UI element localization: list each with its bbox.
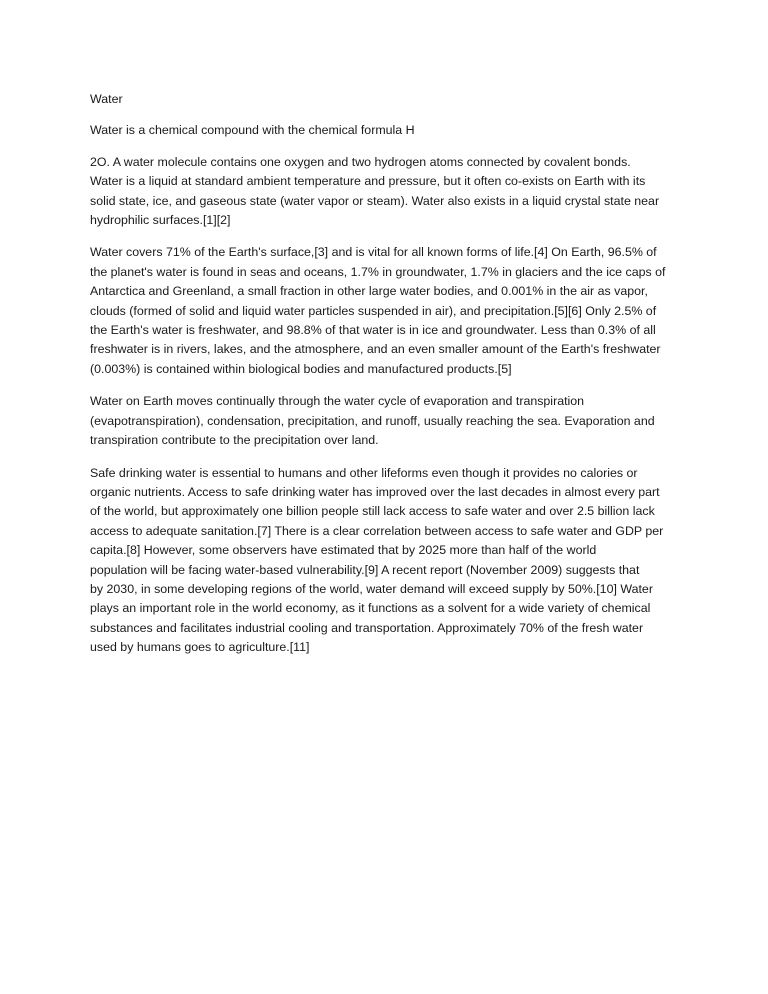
paragraph-line: capita.[8] However, some observers have estimated that by 2025 more than half of the world xyxy=(90,543,597,558)
paragraph-line: (evapotranspiration), condensation, precipitation, and runoff, usually reaching the sea. Evaporation and xyxy=(90,413,655,428)
paragraph-line: the planet's water is found in seas and oceans, 1.7% in groundwater, 1.7% in glaciers and the ice caps of xyxy=(90,264,666,279)
paragraph-line: of the world, but approximately one billion people still lack access to safe water and over 2.5 billion lack xyxy=(90,504,655,519)
paragraph-line: Water on Earth moves continually through the water cycle of evaporation and transpiration xyxy=(90,394,585,409)
paragraph-line: the Earth's water is freshwater, and 98.8% of that water is in ice and groundwater. Less than 0.3% of all xyxy=(90,323,656,338)
paragraph-line: Antarctica and Greenland, a small fraction in other large water bodies, and 0.001% in the air as vapor, xyxy=(90,284,648,299)
paragraph-line: organic nutrients. Access to safe drinking water has improved over the last decades in almost every part xyxy=(90,484,660,499)
paragraph-line: 2O. A water molecule contains one oxygen and two hydrogen atoms connected by covalent bonds. xyxy=(90,154,631,169)
paragraph-line: Water is a liquid at standard ambient temperature and pressure, but it often co-exists on Earth with its xyxy=(90,174,646,189)
paragraph-line: solid state, ice, and gaseous state (water vapor or steam). Water also exists in a liquid crystal state near xyxy=(90,193,660,208)
paragraph-line: Water covers 71% of the Earth's surface,[3] and is vital for all known forms of life.[4] On Earth, 96.5% of xyxy=(90,245,657,260)
document-title: Water xyxy=(90,92,123,106)
paragraph-line: by 2030, in some developing regions of the world, water demand will exceed supply by 50%.[10] Water xyxy=(90,581,653,596)
paragraph-1 xyxy=(90,153,696,231)
paragraph-4 xyxy=(90,464,696,658)
paragraph-line: plays an important role in the world economy, as it functions as a solvent for a wide variety of chemical xyxy=(90,601,651,616)
paragraph-3 xyxy=(90,392,696,450)
paragraph-line: Safe drinking water is essential to humans and other lifeforms even though it provides no calories or xyxy=(90,465,638,480)
paragraph-2 xyxy=(90,243,696,379)
paragraph-line: substances and facilitates industrial cooling and transportation. Approximately 70% of the fresh water xyxy=(90,620,644,635)
paragraph-line: transpiration contribute to the precipitation over land. xyxy=(90,433,379,448)
paragraph-line: hydrophilic surfaces.[1][2] xyxy=(90,213,231,228)
paragraph-line: population will be facing water-based vulnerability.[9] A recent report (November 2009) suggests that xyxy=(90,562,640,577)
paragraph-line: freshwater is in rivers, lakes, and the atmosphere, and an even smaller amount of the Earth's freshwater xyxy=(90,342,661,357)
paragraph-line: access to adequate sanitation.[7] There is a clear correlation between access to safe water and GDP per xyxy=(90,523,664,538)
paragraph-line: clouds (formed of solid and liquid water particles suspended in air), and precipitation.[5][6] Only 2.5% of xyxy=(90,303,657,318)
paragraph-line: (0.003%) is contained within biological bodies and manufactured products.[5] xyxy=(90,361,512,376)
paragraph-line: used by humans goes to agriculture.[11] xyxy=(90,640,310,655)
intro-line: Water is a chemical compound with the chemical formula H xyxy=(90,123,415,138)
